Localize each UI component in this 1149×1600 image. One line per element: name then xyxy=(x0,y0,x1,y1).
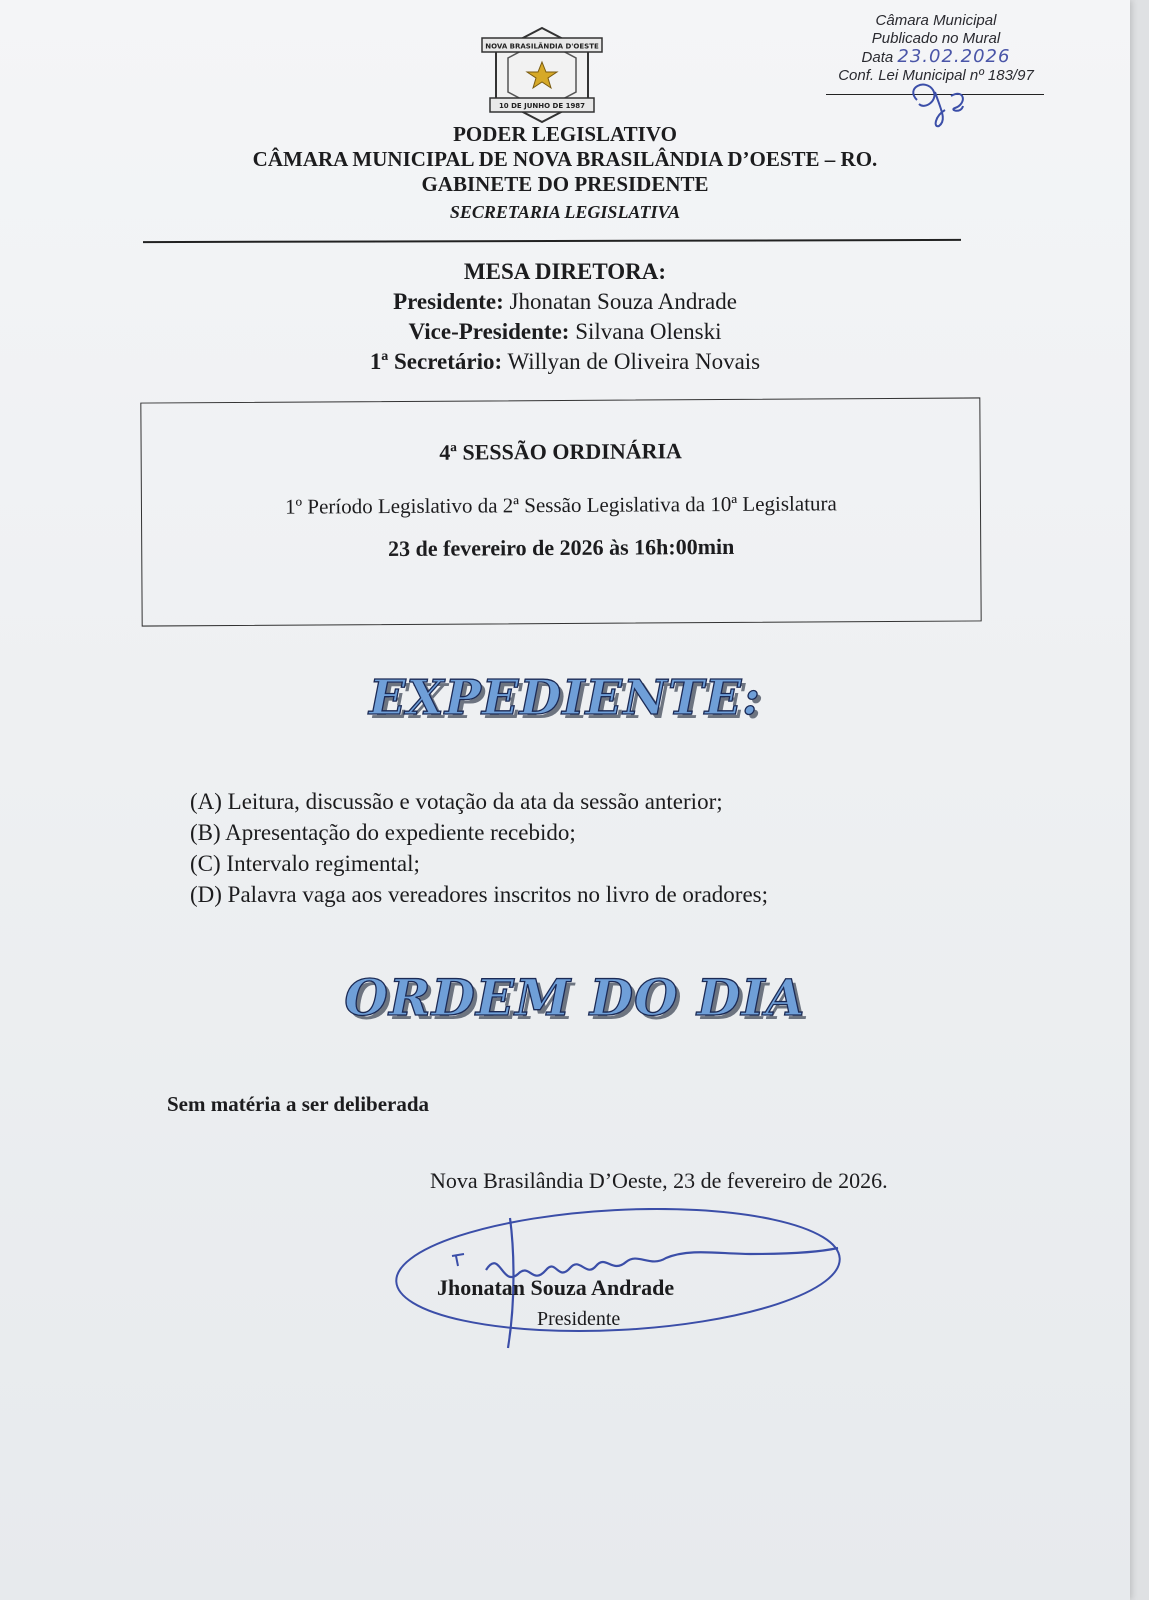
session-date: 23 de fevereiro de 2026 às 16h:00min xyxy=(388,533,735,562)
header-divider xyxy=(143,239,961,243)
stamp-line-1: Câmara Municipal xyxy=(875,12,997,29)
expediente-heading: EXPEDIENTE: xyxy=(368,670,762,726)
header-camara: CÂMARA MUNICIPAL DE NOVA BRASILÂNDIA D’OESTE – RO. xyxy=(252,147,878,171)
place-date: Nova Brasilândia D’Oeste, 23 de fevereiro de 2026. xyxy=(430,1168,888,1193)
list-item: (C) Intervalo regimental; xyxy=(190,851,420,876)
mesa-vice xyxy=(0,316,1130,347)
secretario-label: 1ª Secretário: xyxy=(369,349,503,374)
stamp-initials-signature xyxy=(905,70,975,130)
signer-role: Presidente xyxy=(537,1308,621,1330)
mesa-presidente xyxy=(0,286,1130,317)
header-secretaria: SECRETARIA LEGISLATIVA xyxy=(449,202,681,222)
presidente-name: Jhonatan Souza Andrade xyxy=(509,289,737,314)
list-item: (B) Apresentação do expediente recebido; xyxy=(190,820,576,845)
session-info-box xyxy=(140,397,981,626)
stamp-date-label: Data xyxy=(861,49,894,66)
stamp-date-row xyxy=(826,48,1046,67)
list-item: (D) Palavra vaga aos vereadores inscritos no livro de oradores; xyxy=(190,882,768,907)
ordem-note: Sem matéria a ser deliberada xyxy=(167,1092,430,1116)
mesa-secretario xyxy=(0,346,1130,377)
municipal-emblem xyxy=(476,26,608,124)
vice-label: Vice-Presidente: xyxy=(408,319,570,344)
stamp-line-4: Conf. Lei Municipal nº 183/97 xyxy=(838,67,1034,84)
session-title: 4ª SESSÃO ORDINÁRIA xyxy=(439,438,682,465)
expediente-list xyxy=(190,786,768,910)
ordem-heading: ORDEM DO DIA xyxy=(344,968,806,1027)
secretario-name: Willyan de Oliveira Novais xyxy=(507,349,761,374)
presidente-label: Presidente: xyxy=(393,289,504,314)
stamp-date-value: 23.02.2026 xyxy=(897,46,1011,67)
emblem-top-text: NOVA BRASILÂNDIA D'OESTE xyxy=(485,42,599,51)
emblem-bottom-text: 10 DE JUNHO DE 1987 xyxy=(498,102,586,110)
vice-name: Silvana Olenski xyxy=(575,319,722,344)
list-item: (A) Leitura, discussão e votação da ata da sessão anterior; xyxy=(190,789,723,814)
stamp-line-2: Publicado no Mural xyxy=(871,30,1001,47)
signer-name: Jhonatan Souza Andrade xyxy=(437,1275,675,1300)
header-poder-legislativo: PODER LEGISLATIVO xyxy=(453,122,677,146)
session-period: 1º Período Legislativo da 2ª Sessão Legislativa da 10ª Legislatura xyxy=(285,491,837,519)
header-gabinete: GABINETE DO PRESIDENTE xyxy=(421,172,709,196)
mesa-title: MESA DIRETORA: xyxy=(463,259,667,284)
